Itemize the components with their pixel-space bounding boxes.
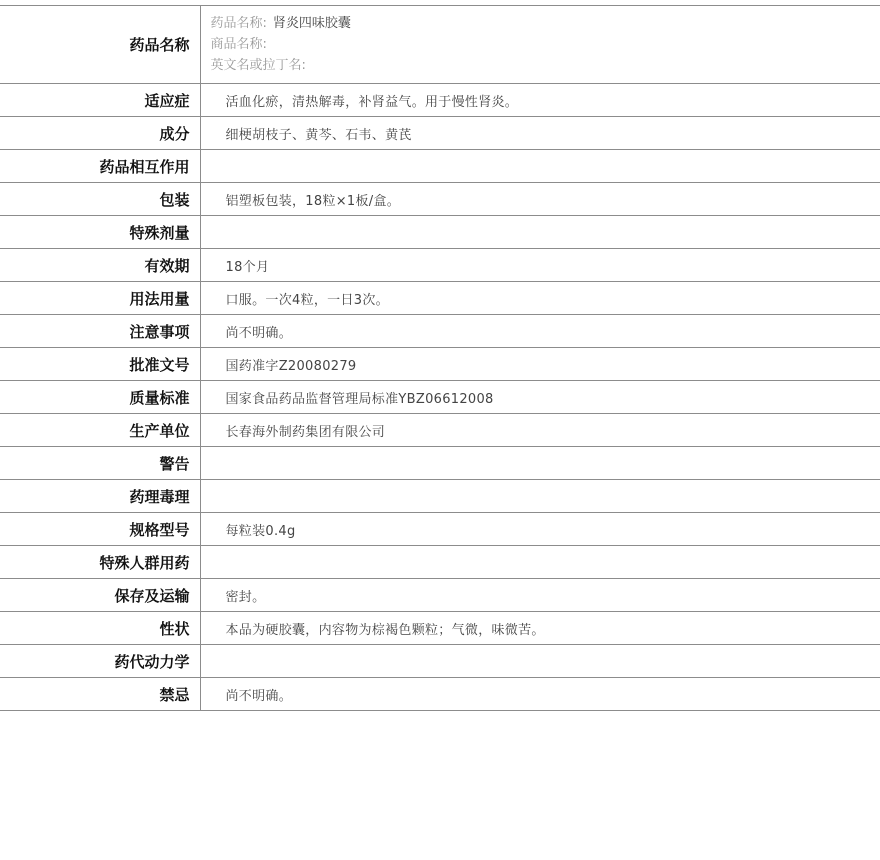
- spec-row: [0, 348, 880, 381]
- drug-name-label: 药品名称: [0, 6, 200, 84]
- spec-row-value: [200, 645, 880, 678]
- spec-row: [0, 150, 880, 183]
- spec-row: [0, 513, 880, 546]
- latin-name-key: 英文名或拉丁名:: [210, 58, 306, 73]
- spec-row: [0, 315, 880, 348]
- spec-row: [0, 414, 880, 447]
- spec-row-value: 活血化瘀，清热解毒，补肾益气。用于慢性肾炎。: [200, 84, 880, 117]
- spec-row-label: 药品相互作用: [0, 150, 200, 183]
- spec-row: [0, 579, 880, 612]
- spec-row: [0, 216, 880, 249]
- spec-row: [0, 84, 880, 117]
- spec-row-label: 特殊剂量: [0, 216, 200, 249]
- spec-row-label: 质量标准: [0, 381, 200, 414]
- spec-row-label: 生产单位: [0, 414, 200, 447]
- spec-row: [0, 612, 880, 645]
- latin-name-line: [211, 55, 880, 76]
- spec-row-label: 包装: [0, 183, 200, 216]
- spec-row-label: 保存及运输: [0, 579, 200, 612]
- spec-row: [0, 381, 880, 414]
- spec-row: [0, 678, 880, 711]
- spec-row-value: [200, 546, 880, 579]
- spec-row: [0, 480, 880, 513]
- spec-row: [0, 249, 880, 282]
- spec-row-value: 每粒装0.4g: [200, 513, 880, 546]
- spec-row-label: 性状: [0, 612, 200, 645]
- spec-row-value: 密封。: [200, 579, 880, 612]
- spec-row-value: 尚不明确。: [200, 678, 880, 711]
- trade-name-line: [211, 34, 880, 55]
- spec-row-value: 国家食品药品监督管理局标准YBZ06612008: [200, 381, 880, 414]
- spec-row-value: 尚不明确。: [200, 315, 880, 348]
- spec-row-label: 适应症: [0, 84, 200, 117]
- spec-row-label: 批准文号: [0, 348, 200, 381]
- generic-name-line: [211, 13, 880, 34]
- spec-row-value: 口服。一次4粒，一日3次。: [200, 282, 880, 315]
- spec-row: [0, 117, 880, 150]
- spec-row-value: [200, 480, 880, 513]
- spec-row-label: 用法用量: [0, 282, 200, 315]
- spec-row: [0, 282, 880, 315]
- spec-row-label: 药代动力学: [0, 645, 200, 678]
- spec-row-label: 特殊人群用药: [0, 546, 200, 579]
- generic-name-value: 肾炎四味胶囊: [272, 16, 351, 31]
- spec-row: [0, 546, 880, 579]
- spec-row-value: [200, 216, 880, 249]
- spec-row: [0, 447, 880, 480]
- spec-row-value: 细梗胡枝子、黄芩、石韦、黄芪: [200, 117, 880, 150]
- spec-row-label: 警告: [0, 447, 200, 480]
- spec-row-value: 长春海外制药集团有限公司: [200, 414, 880, 447]
- spec-row-label: 规格型号: [0, 513, 200, 546]
- spec-row-value: 国药准字Z20080279: [200, 348, 880, 381]
- drug-name-row: [0, 6, 880, 84]
- spec-row: [0, 645, 880, 678]
- spec-row-value: 铝塑板包装，18粒×1板/盒。: [200, 183, 880, 216]
- spec-row-label: 有效期: [0, 249, 200, 282]
- trade-name-key: 商品名称:: [210, 37, 267, 52]
- drug-name-cell: [200, 6, 880, 84]
- spec-row-label: 注意事项: [0, 315, 200, 348]
- generic-name-key: 药品名称:: [210, 16, 267, 31]
- spec-row-label: 禁忌: [0, 678, 200, 711]
- spec-row-value: 18个月: [200, 249, 880, 282]
- spec-row: [0, 183, 880, 216]
- drug-spec-table: [0, 5, 880, 711]
- spec-row-value: [200, 447, 880, 480]
- spec-row-value: 本品为硬胶囊，内容物为棕褐色颗粒；气微，味微苦。: [200, 612, 880, 645]
- spec-row-value: [200, 150, 880, 183]
- spec-row-label: 成分: [0, 117, 200, 150]
- spec-row-label: 药理毒理: [0, 480, 200, 513]
